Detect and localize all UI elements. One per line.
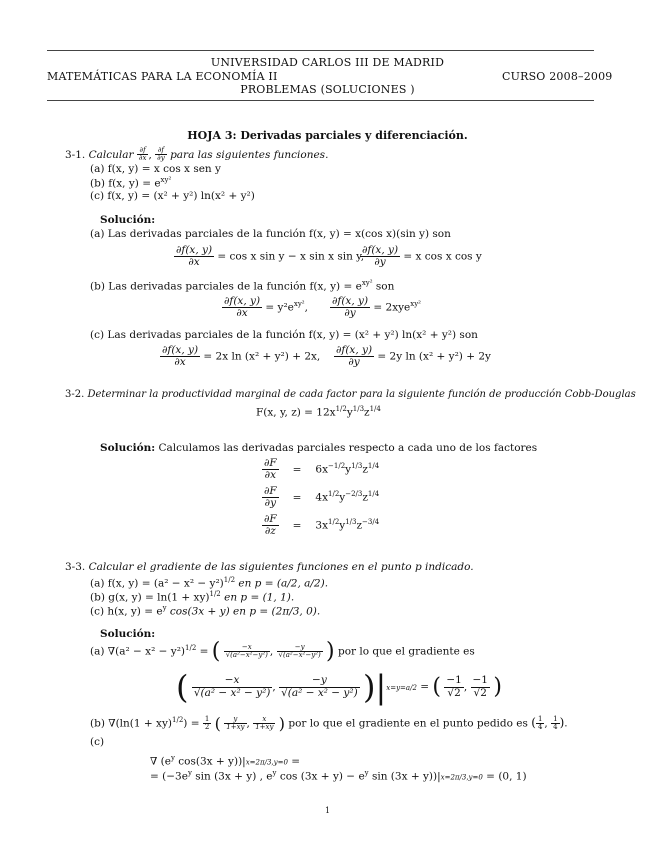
problem-3-3-item-a: (a) f(x, $y) = (a^2 - x^2 - y^2)^{1/2}$ en p = (a/2, a/2). [90, 576, 329, 590]
problem-3-1-item-a: (a) f(x, y) = x cos x sen y [90, 163, 221, 175]
solution-3-1-a-eq2: $\frac{\partial f(x, y)}{\partial y}$ = x cos x cos y [362, 244, 482, 269]
header-university: UNIVERSIDAD CARLOS III DE MADRID [210, 56, 445, 69]
solution-3-3-c-label: (c) [90, 736, 105, 748]
solution-3-1-b-eq2: $\frac{\partial f(x, y)}{\partial y}$ = 2xye$^{xy^2}$ [332, 295, 421, 320]
header-subtitle: PROBLEMAS (SOLUCIONES ) [240, 83, 415, 96]
problem-number: 3-1. [65, 148, 86, 161]
partial-fx: $\frac{\partial f}{\partial x}$ [138, 146, 147, 163]
problem-3-1-item-b: (b) f(x, $y) = e^{xy^2}$ [90, 176, 172, 190]
partial-fy: $\frac{\partial f}{\partial y}$ [157, 146, 165, 163]
solution-3-1-c-text: (c) Las derivadas parciales de la función f(x, y) = (x² + y²) ln(x² + y²) son [90, 329, 478, 341]
solution-3-2-eq-x: $\frac{\partial F}{\partial x}$ = $6x^{-1/2}y^{1/3}z^{1/4}$ [264, 457, 380, 482]
statement-end: para las siguientes funciones. [170, 148, 329, 161]
solution-3-3-b-line: (b) ∇(ln(1 + xy)$^{1/2}$) = $\frac{1}{2}$ ( $\frac{y}{1+xy}$ , $\frac{x}{1+xy}$ ) por lo que el gradiente en el punto pedido es ( $\frac{1}{4}$ , $\frac{1}{4}$ ). [90, 714, 568, 733]
solution-3-3-c-line1: ∇ ($e^y$ cos(3x + y))|x=2π/3,y=0 = [150, 754, 301, 768]
solution-3-2-text: Solución: Calculamos las derivadas parciales respecto a cada uno de los factores [100, 442, 538, 454]
solution-label-3-1: Solución: [100, 214, 156, 226]
solution-label-3-3: Solución: [100, 628, 156, 640]
solution-3-1-c-eq2: $\frac{\partial f(x, y)}{\partial y}$ = 2y ln (x² + y²) + 2y [336, 344, 491, 369]
page-number: 1 [324, 806, 331, 815]
header-course-name: MATEMÁTICAS PARA LA ECONOMÍA II [47, 70, 278, 83]
solution-3-3-a-line: (a) $\nabla(a^2 - x^2 - y^2)^{1/2}$ = ( $\frac{-x}{\text{√(a²−x²−y²)}}$ , $\frac{-y}{\text{√(a²−x²−y²)}}$ ) por lo que el gradiente es [90, 639, 475, 664]
solution-3-1-c-eq1: $\frac{\partial f(x, y)}{\partial x}$ = 2x ln (x² + y²) + 2x, [162, 344, 321, 369]
problem-3-3-item-c: (c) h(x, $y) = e^y$ cos(3x + y) en p = (2π/3, 0). [90, 604, 321, 618]
problem-3-1-item-c: (c) f(x, y) = (x² + y²) ln(x² + y²) [90, 190, 255, 202]
solution-3-3-a-evaluated: ( $\frac{-x}{\text{√(a² − x² − y²)}}$ , $\frac{-y}{\text{√(a² − x² − y²)}}$ )|x=y=a/2 = ( $\frac{-1}{√2}$ , $\frac{-1}{√2}$ ) [176, 668, 502, 706]
solution-3-2-eq-y: $\frac{\partial F}{\partial y}$ = $4x^{1/2}y^{-2/3}z^{1/4}$ [264, 485, 380, 510]
solution-3-1-a-eq1: $\frac{\partial f(x, y)}{\partial x}$ = cos x sin y − x sin x sin y, [176, 244, 365, 269]
problem-3-3-statement: 3-3. Calcular el gradiente de las siguientes funciones en el punto p indicado. [65, 561, 474, 573]
solution-3-3-c-line2: = ($-3e^y$ sin (3x + y) , $e^y$ $\cos (3x + y) - e^y$ sin (3x + y))|x=2π/3,y=0 = (0, 1) [150, 769, 527, 783]
problem-3-2-formula: F(x, y, $z) = 12x^{1/2}y^{1/3}z^{1/4}$ [256, 405, 381, 419]
statement-start: Calcular [88, 148, 134, 161]
solution-3-1-b-eq1: $\frac{\partial f(x, y)}{\partial x}$ = $y^2e^{xy^2}$, [224, 295, 308, 320]
problem-3-2-statement: 3-2. Determinar la productividad marginal de cada factor para la siguiente función de producción Cobb-Douglas [65, 389, 636, 400]
solution-3-2-eq-z: $\frac{\partial F}{\partial z}$ = $3x^{1/2}y^{1/3}z^{-3/4}$ [264, 513, 380, 538]
header-top-rule [47, 50, 594, 51]
solution-3-1-b-text: (b) Las derivadas parciales de la función f(x, $y) = e^{xy^2}$ son [90, 279, 395, 293]
problem-3-3-item-b: (b) g(x, y) = ln(1 + xy)$^{1/2}$ en p = (1, 1). [90, 590, 295, 604]
header-year: CURSO 2008–2009 [502, 70, 613, 83]
sheet-title: HOJA 3: Derivadas parciales y diferenciación. [187, 129, 468, 142]
header-bottom-rule [47, 100, 594, 101]
problem-3-1-statement: 3-1. Calcular $\frac{\partial f}{\partial x}$ , $\frac{\partial f}{\partial y}$ para las siguientes funciones. [65, 146, 329, 163]
solution-3-1-a-text: (a) Las derivadas parciales de la función f(x, y) = x(cos x)(sin y) son [90, 228, 451, 240]
